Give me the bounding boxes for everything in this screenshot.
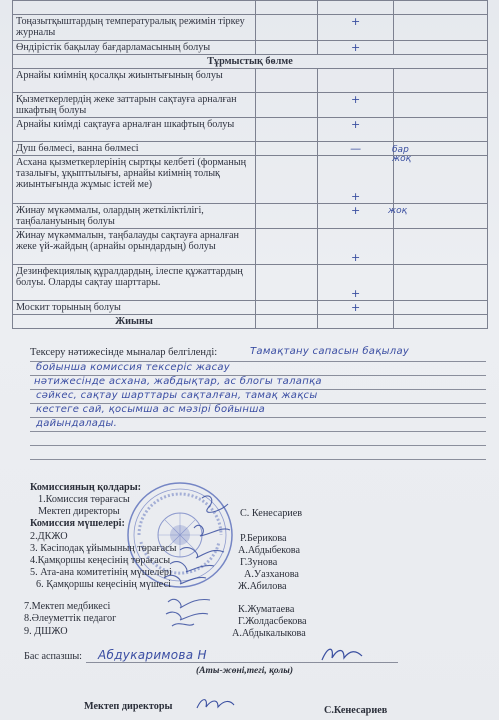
members-title: Комиссия мүшелері: (30, 518, 125, 529)
head-cook-hint: (Аты-жөні,тегі, қолы) (196, 666, 294, 676)
table-row (13, 93, 488, 118)
findings-text: дайындалады. (36, 418, 118, 429)
check-mark: + (351, 190, 361, 203)
chairman-role: Мектеп директоры (38, 506, 120, 517)
table-cell: Арнайы киімді сақтауға арналған шкафтың болуы (13, 118, 256, 142)
table-row (13, 15, 488, 41)
chairman-heading: 1.Комиссия төрағасы (38, 494, 130, 505)
check-mark: + (351, 93, 361, 106)
table-row (13, 204, 488, 229)
head-cook-signature (318, 642, 368, 666)
check-mark: + (351, 301, 361, 314)
check-mark: + (351, 251, 361, 264)
table-row (13, 301, 488, 315)
member-name: Ж.Абилова (238, 581, 287, 592)
check-mark: + (351, 118, 361, 131)
member-role: 7.Мектеп медбикесі (24, 601, 111, 612)
footer-role: Мектеп директоры (84, 701, 173, 712)
member-role: 2.ДКЖО (30, 531, 68, 542)
table-row (13, 1, 488, 15)
table-row (13, 55, 488, 69)
head-cook-name: Абдукаримова Н (98, 648, 207, 662)
table-cell: Душ бөлмесі, ванна бөлмесі (13, 142, 256, 156)
member-name: Г.Зунова (240, 557, 278, 568)
findings-label: Тексеру нәтижесінде мыналар белгіленді: (30, 347, 218, 358)
table-cell: Москит торының болуы (13, 301, 256, 315)
member-role: 6. Қамқоршы кеңесінің мүшесі (36, 579, 171, 590)
findings-text: кестеге сай, қосымша ас мәзірі бойынша (36, 404, 266, 415)
handwritten-note: жоқ (388, 206, 408, 216)
member-name: К.Жуматаева (238, 604, 295, 615)
table-row (13, 41, 488, 55)
member-name: Р.Берикова (240, 533, 287, 544)
member-role: 3. Кәсіподақ ұйымының төрағасы (30, 543, 177, 554)
member-role: 5. Ата-ана комитетінің мүшелері (30, 567, 172, 578)
table-cell: Қызметкерлердің жеке заттарын сақтауға арналған шкафтың болуы (13, 93, 256, 118)
member-role: 9. ДШЖО (24, 626, 68, 637)
table-row (13, 315, 488, 329)
footer-name: С.Кенесариев (324, 705, 388, 716)
table-cell: Жинау мүкәммалын, таңбалауды сақтауға арналған жеке үй-жайдың (арнайы орындардың) болуы (13, 229, 256, 265)
member-name: А.Уазханова (244, 569, 299, 580)
table-cell: Дезинфекциялық құралдардың, ілеспе құжаттардың болуы. Оларды сақтау шарттары. (13, 265, 256, 301)
check-mark: + (351, 15, 361, 28)
table-cell: Жинау мүкәммалы, олардың жеткіліктілігі, таңбалануының болуы (13, 204, 256, 229)
section-title: Тұрмыстық бөлме (13, 55, 488, 69)
handwritten-note: бар жоқ (392, 145, 412, 164)
table-cell: Асхана қызметкерлерінің сыртқы келбеті (форманың тазалығы, ұқыптылығы, арнайы киімнің толық жиынтығында жұмыс істей ме) (13, 156, 256, 204)
member-name: Г.Жолдасбекова (238, 616, 307, 627)
findings-text: сәйкес, сақтау шарттары сақталған, тамақ жақсы (36, 390, 318, 401)
director-signature (194, 694, 238, 714)
findings-text: Тамақтану сапасын бақылау (250, 346, 410, 357)
table-row (13, 118, 488, 142)
table-row (13, 265, 488, 301)
table-cell: Өндірістік бақылау бағдарламасының болуы (13, 41, 256, 55)
table-row (13, 229, 488, 265)
findings-text: бойынша комиссия тексеріс жасау (36, 362, 231, 373)
member-role: 4.Қамқоршы кеңесінің төрағасы (30, 555, 171, 566)
member-role: 8.Әлеуметтік педагог (24, 613, 117, 624)
signature-scribbles (150, 490, 250, 630)
member-name: А.Абдыкалыкова (232, 628, 306, 639)
head-cook-label: Бас аспазшы: (24, 651, 83, 662)
check-mark: + (351, 41, 361, 54)
check-mark: + (351, 204, 361, 217)
total-label: Жиыны (13, 315, 256, 329)
table-row (13, 69, 488, 93)
inspection-table (12, 0, 488, 329)
member-name: А.Абдыбекова (238, 545, 300, 556)
table-cell: Тоңазытқыштардың температуралық режимін тіркеу журналы (13, 15, 256, 41)
table-cell (13, 1, 256, 15)
findings-text: нәтижесінде асхана, жабдықтар, ас блогы талапқа (34, 376, 322, 387)
check-mark: — (350, 142, 362, 155)
table-cell: Арнайы киімнің қосалқы жиынтығының болуы (13, 69, 256, 93)
check-mark: + (351, 287, 361, 300)
signatures-title: Комиссияның қолдары: (30, 482, 142, 493)
chairman-name: С. Кенесариев (240, 508, 303, 519)
